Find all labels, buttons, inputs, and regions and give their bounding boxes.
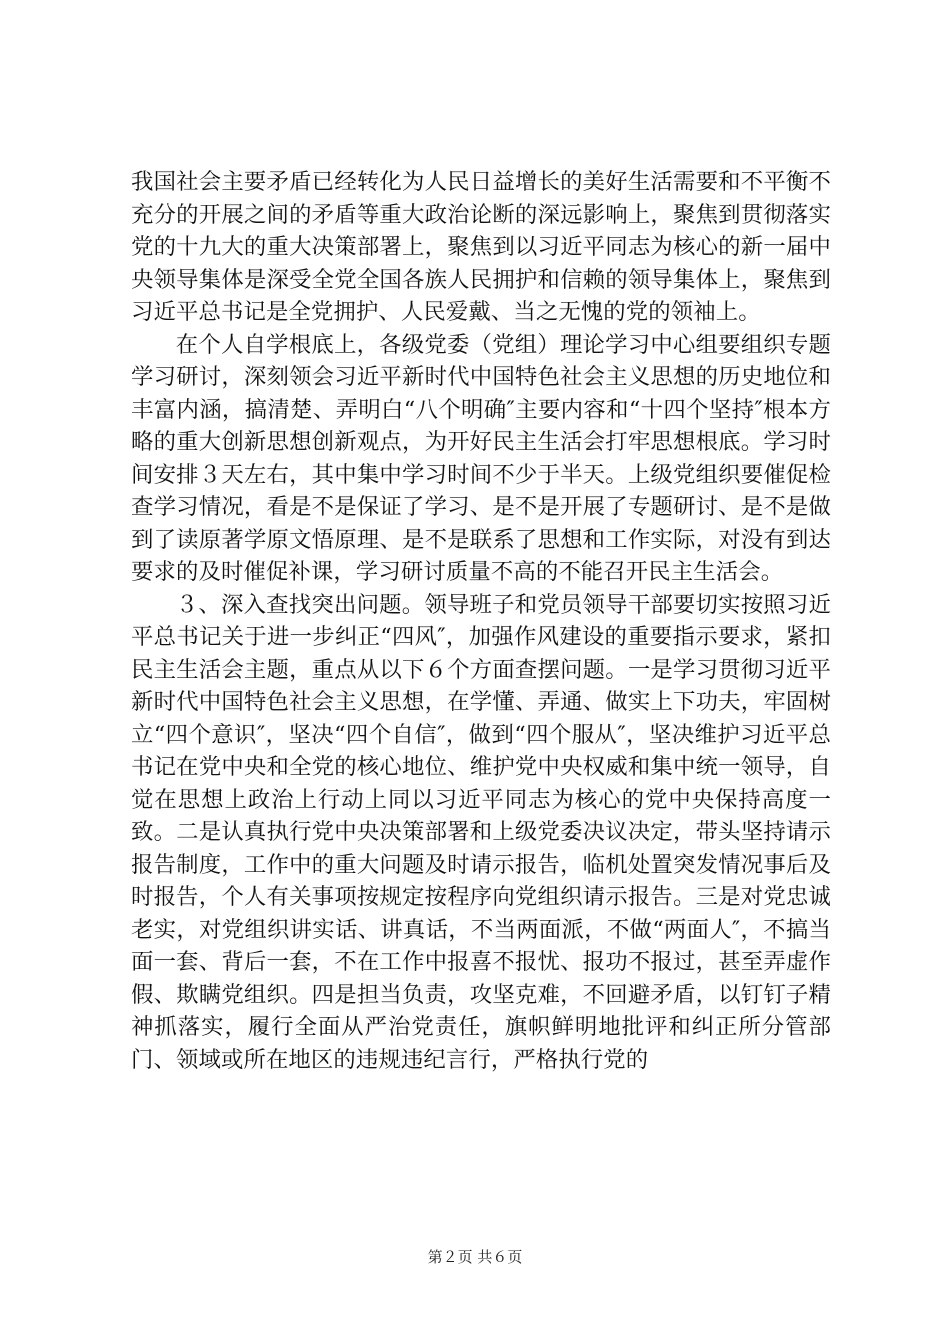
paragraph-study-arrangement: 在个人自学根底上，各级党委（党组）理论学习中心组要组织专题学习研讨，深刻领会习近平新时代中国特色社会主义思想的历史地位和丰富内涵，搞清楚、弄明白“八个明确″主要内容和“十四个坚持″根本方略的重大创新思想创新观点，为开好民主生活会打牢思想根底。学习时间安排３天左右，其中集中学习时间不少于半天。上级党组织要催促检查学习情况，看是不是保证了学习、是不是开展了专题研讨、是不是做到了读原著学原文悟原理、是不是联系了思想和工作实际，对没有到达要求的及时催促补课，学习研讨质量不高的不能召开民主生活会。 xyxy=(131,331,831,585)
paragraph-find-problems: ３、深入查找突出问题。领导班子和党员领导干部要切实按照习近平总书记关于进一步纠正“四风″，加强作风建设的重要指示要求，紧扣民主生活会主题，重点从以下６个方面查摆问题。一是学习贯彻习近平新时代中国特色社会主义思想，在学懂、弄通、做实上下功夫，牢固树立“四个意识″，坚决“四个自信″，做到“四个服从″，坚决维护习近平总书记在党中央和全党的核心地位、维护党中央权威和集中统一领导，自觉在思想上政治上行动上同以习近平同志为核心的党中央保持高度一致。二是认真执行党中央决策部署和上级党委决议决定，带头坚持请示报告制度，工作中的重大问题及时请示报告，临机处置突发情况事后及时报告，个人有关事项按规定按程序向党组织请示报告。三是对党忠诚老实，对党组织讲实话、讲真话，不当两面派，不做“两面人″，不搞当面一套、背后一套，不在工作中报喜不报忧、报功不报过，甚至弄虚作假、欺瞒党组织。四是担当负责，攻坚克难，不回避矛盾，以钉钉子精神抓落实，履行全面从严治党责任，旗帜鲜明地批评和纠正所分管部门、领域或所在地区的违规违纪言行，严格执行党的 xyxy=(131,591,831,1073)
document-body xyxy=(131,166,831,1076)
page-number-footer: 第２页 共６页 xyxy=(427,1248,523,1266)
paragraph-continuation: 我国社会主要矛盾已经转化为人民日益增长的美好生活需要和不平衡不充分的开展之间的矛盾等重大政治论断的深远影响上，聚焦到贯彻落实党的十九大的重大决策部署上，聚焦到以习近平同志为核心的新一届中央领导集体是深受全党全国各族人民拥护和信赖的领导集体上，聚焦到习近平总书记是全党拥护、人民爱戴、当之无愧的党的领袖上。 xyxy=(131,169,831,325)
